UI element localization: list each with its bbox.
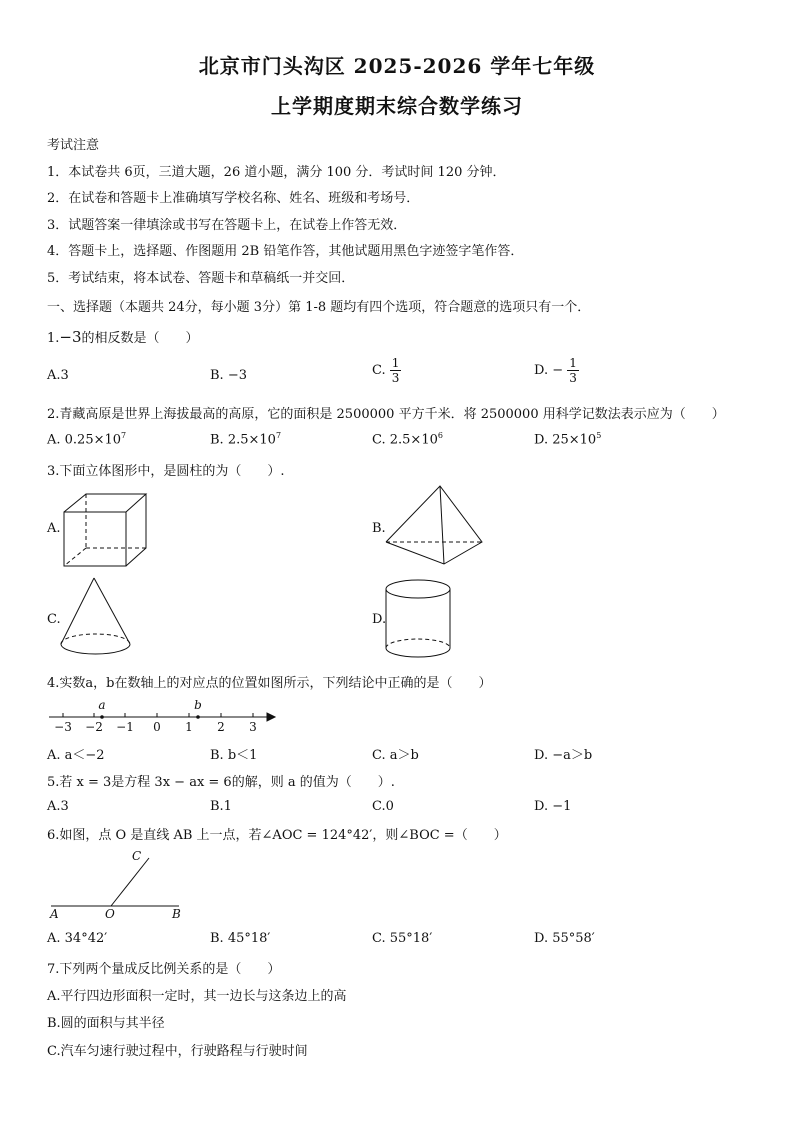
q6-option-a[interactable]: A. 34°42′ [47,931,108,946]
point-b-label: b [194,698,202,712]
cube-figure [60,490,150,570]
q6-option-b[interactable]: B. 45°18′ [210,931,271,946]
notice-item: 5．考试结束，将本试卷、答题卡和草稿纸一并交回． [47,271,355,286]
label-a: A [50,907,59,921]
pyramid-figure [386,484,486,570]
number-line [47,693,277,737]
cone-figure [60,576,132,660]
notice-item: 4．答题卡上，选择题、作图题用 2B 铅笔作答，其他试题用黑色字迹签字笔作答． [47,244,524,259]
angle-figure [47,846,197,922]
q4-option-c[interactable]: C. a＞b [372,748,419,763]
exam-title-line1: 北京市门头沟区 2025-2026 学年七年级 [198,54,596,78]
cylinder-figure [384,578,452,664]
q7-option-b[interactable]: B.圆的面积与其半径 [47,1016,165,1031]
q4-option-d[interactable]: D. −a＞b [534,748,593,763]
question-1-stem: 1.−3的相反数是（ ） [47,328,199,346]
q2-option-a[interactable]: A. $0.25\times 10^7$ [47,431,127,448]
notice-item: 2．在试卷和答题卡上准确填写学校名称、姓名、班级和考场号． [47,191,420,206]
question-7-stem: 7.下列两个量成反比例关系的是（ ） [47,962,281,977]
q1-option-b[interactable]: B. −3 [210,368,247,383]
q5-option-a[interactable]: A.3 [47,799,69,814]
question-6-stem: 6.如图，点 O 是直线 AB 上一点，若∠AOC = 124°42′，则∠BOC =（ ） [47,828,507,843]
point-a-label: a [98,698,106,712]
q2-option-c[interactable]: C. $2.5\times 10^6$ [372,431,443,448]
q1-option-d[interactable]: D. − $\frac{1}{3}$ [534,356,577,385]
fraction: $\frac{1}{3}$ [391,356,400,385]
tick-label: −3 [54,720,72,734]
q2-option-d[interactable]: D. $25\times 10^5$ [534,431,602,448]
q7-option-a[interactable]: A.平行四边形面积一定时，其一边长与这条边上的高 [47,989,347,1004]
tick-label: −1 [116,720,134,734]
notice-item: 1．本试卷共 6页，三道大题，26 道小题，满分 100 分．考试时间 120 分钟． [47,165,506,180]
q6-option-d[interactable]: D. 55°58′ [534,931,595,946]
q5-option-b[interactable]: B.1 [210,799,232,814]
label-c: C [132,849,142,863]
q2-option-b[interactable]: B. $2.5\times 10^7$ [210,431,282,448]
tick-label: 3 [249,720,257,734]
q4-option-b[interactable]: B. b＜1 [210,748,258,763]
q5-option-d[interactable]: D. −1 [534,799,572,814]
q1-option-a[interactable]: A.3 [47,368,69,383]
tick-label: 2 [217,720,225,734]
tick-label: −2 [85,720,103,734]
notice-heading: 考试注意 [47,138,100,153]
q6-option-c[interactable]: C. 55°18′ [372,931,433,946]
q7-option-c[interactable]: C.汽车匀速行驶过程中，行驶路程与行驶时间 [47,1044,308,1059]
label-o: O [105,907,115,921]
section-heading: 一、选择题（本题共 24分，每小题 3分）第 1-8 题均有四个选项，符合题意的选项只有一个． [47,300,591,315]
q3-option-b-label[interactable]: B. [372,521,386,536]
q1-option-c[interactable]: C. $\frac{1}{3}$ [372,356,400,385]
q3-option-a-label[interactable]: A. [47,521,61,536]
q3-option-c-label[interactable]: C. [47,612,61,627]
question-3-stem: 3.下面立体图形中，是圆柱的为（ ）. [47,464,285,479]
notice-item: 3．试题答案一律填涂或书写在答题卡上，在试卷上作答无效． [47,218,407,233]
question-4-stem: 4.实数a，b在数轴上的对应点的位置如图所示，下列结论中正确的是（ ） [47,676,492,691]
q3-option-d-label[interactable]: D. [372,612,387,627]
label-b: B [172,907,181,921]
tick-label: 0 [153,720,161,734]
q5-option-c[interactable]: C.0 [372,799,394,814]
tick-label: 1 [185,720,193,734]
fraction: $\frac{1}{3}$ [569,356,577,385]
question-5-stem: 5.若 x = 3是方程 3x − ax = 6的解，则 a 的值为（ ）. [47,775,395,790]
exam-title-line2: 上学期度期末综合数学练习 [271,94,523,118]
q4-option-a[interactable]: A. a＜−2 [47,748,105,763]
question-2-stem: 2.青藏高原是世界上海拔最高的高原，它的面积是 2500000 平方千米．将 2500000 用科学记数法表示应为（ ） [47,407,725,422]
